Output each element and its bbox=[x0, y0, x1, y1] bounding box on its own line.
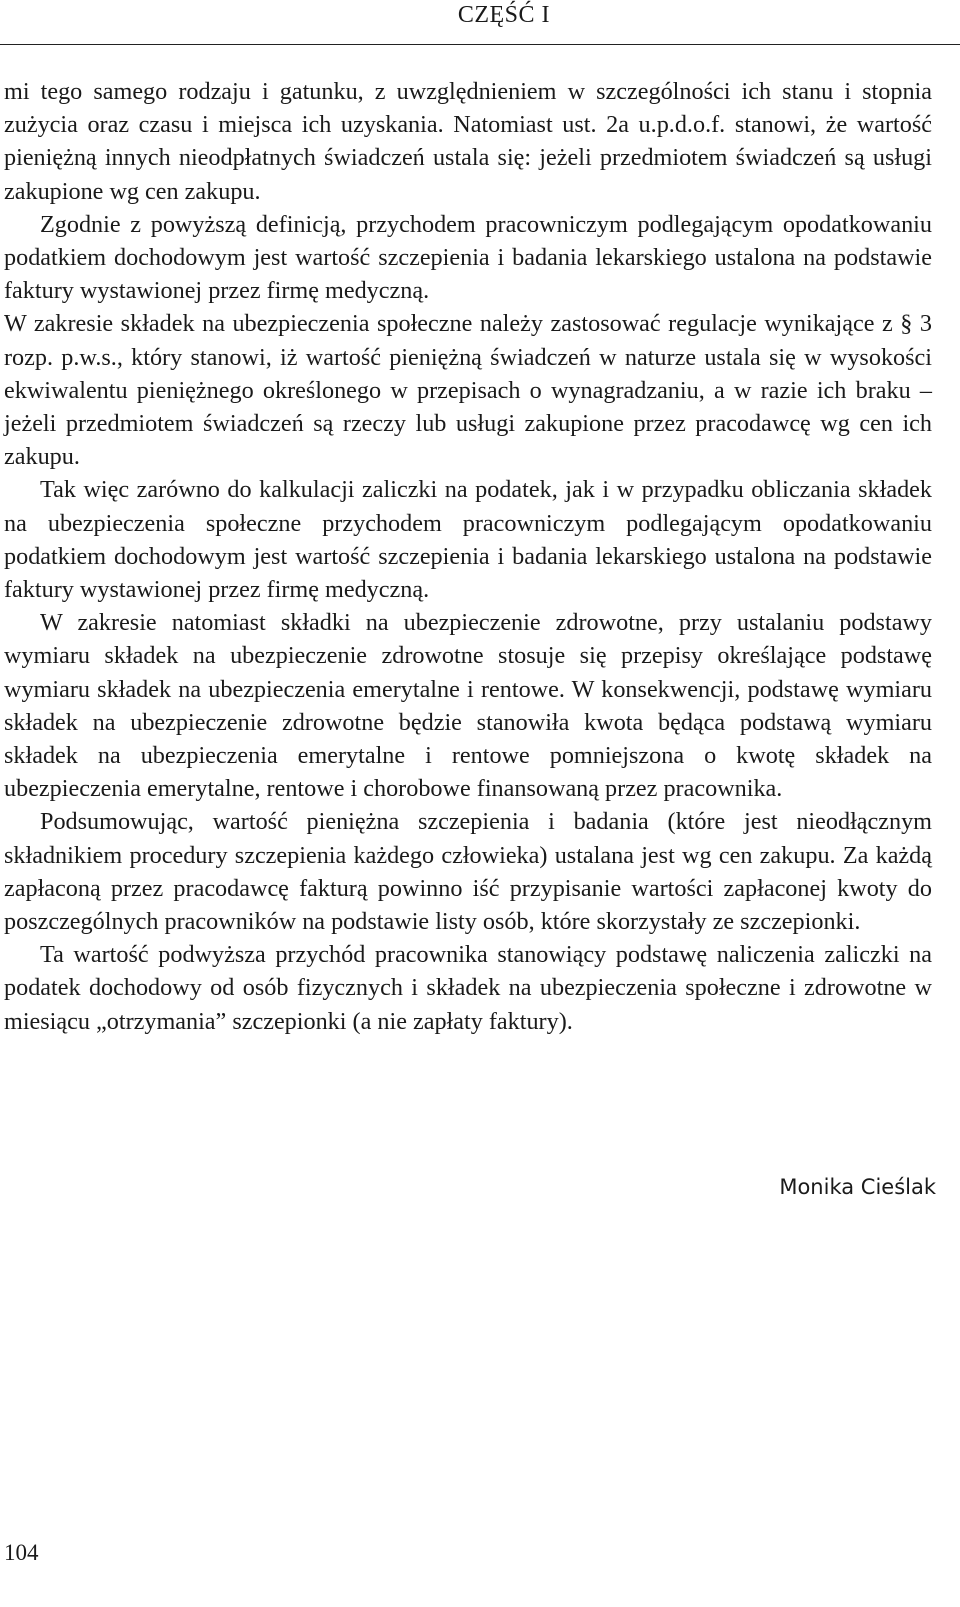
paragraph: Ta wartość podwyższa przychód pracownika stanowiący podstawę naliczenia zaliczki na podatek dochodowy od osób fizycznych i składek na ubezpieczenia społeczne i zdrowotne w miesiącu „otrzymania” szczepionki (a nie zapłaty faktury). bbox=[4, 941, 932, 1035]
author-signature: Monika Cieślak bbox=[779, 1175, 936, 1199]
article-body bbox=[4, 75, 932, 1038]
page-header bbox=[0, 0, 960, 45]
paragraph: Zgodnie z powyższą definicją, przychodem pracowniczym podlegającym opodatkowaniu podatkiem dochodowym jest wartość szczepienia i badania lekarskiego ustalona na podstawie faktury wystawionej przez firmę medyczną. bbox=[4, 210, 932, 305]
paragraph-continuation: mi tego samego rodzaju i gatunku, z uwzględnieniem w szczególności ich stanu i stopnia zużycia oraz czasu i miejsca ich uzyskania. Natomiast ust. 2a u.p.d.o.f. stanowi, że wartość pieniężną innych nieodpłatnych świadczeń ustala się: jeżeli przedmiotem świadczeń są usługi zakupione wg cen zakupu. bbox=[4, 78, 932, 205]
paragraph: Podsumowując, wartość pieniężna szczepienia i badania (które jest nieodłącznym składnikiem procedury szczepienia każdego człowieka) ustalana jest wg cen zakupu. Za każdą zapłaconą przez pracodawcę fakturą powinno iść przypisanie wartości zapłaconej kwoty do poszczególnych pracowników na podstawie listy osób, które skorzystały ze szczepionki. bbox=[4, 808, 932, 936]
section-title: CZĘŚĆ I bbox=[457, 2, 550, 28]
paragraph: Tak więc zarówno do kalkulacji zaliczki na podatek, jak i w przypadku obliczania składek na ubezpieczenia społeczne przychodem pracowniczym podlegającym opodatkowaniu podatkiem dochodowym jest wartość szczepienia i badania lekarskiego ustalona na podstawie faktury wystawionej przez firmę medyczną. bbox=[4, 476, 932, 604]
page-number: 104 bbox=[4, 1540, 39, 1565]
paragraph: W zakresie natomiast składki na ubezpieczenie zdrowotne, przy ustalaniu podstawy wymiaru składek na ubezpieczenie zdrowotne stosuje się przepisy określające podstawę wymiaru składek na ubezpieczenia emerytalne i rentowe. W konsekwencji, podstawę wymiaru składek na ubezpieczenie zdrowotne będzie stanowiła kwota będąca podstawą wymiaru składek na ubezpieczenia emerytalne i rentowe pomniejszona o kwotę składek na ubezpieczenia emerytalne, rentowe i chorobowe finansowaną przez pracownika. bbox=[4, 609, 932, 803]
paragraph: W zakresie składek na ubezpieczenia społeczne należy zastosować regulacje wynikające z § 3 rozp. p.w.s., który stanowi, iż wartość pieniężną świadczeń w naturze ustala się w wysokości ekwiwalentu pieniężnego określonego w przepisach o wynagradzaniu, a w razie ich braku – jeżeli przedmiotem świadczeń są rzeczy lub usługi zakupione przez pracodawcę wg cen ich zakupu. bbox=[4, 310, 932, 471]
